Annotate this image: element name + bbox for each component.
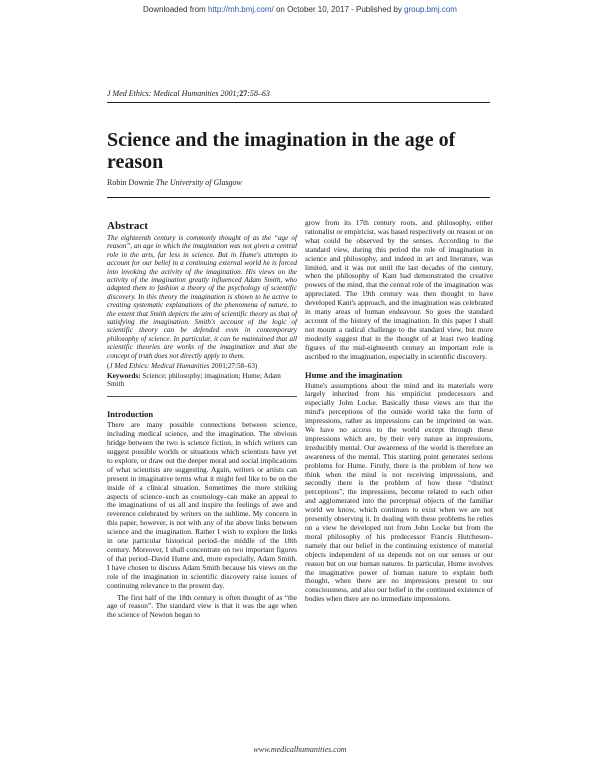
author-name: Robin Downie xyxy=(107,178,154,187)
right-column xyxy=(305,219,493,604)
article-title: Science and the imagination in the age of reason xyxy=(107,129,456,173)
introduction-paragraph-1: There are many possible connections between science, including medical science, and the imagination. The obvious bridge between the two is science fiction, in which writers can suggest possible worlds or situations which scientists have yet to explore, or draw out the deeper moral and social implications of what scientists are suggesting. Again, writers or artists can present in imaginative terms what it might feel like to be on the inside of a clinical situation. Sometimes the more striking aspects of science–such as cosmology–can make an appeal to the imaginations of us all and inspire the feelings of awe and reverence celebrated by writers on the sublime. My concern in this paper, however, is not with any of the above links between science and the imagination. Rather I wish to explore the links in one particular historical period–the middle of the 18th century. Moreover, I shall concentrate on two important figures of that period–David Hume and, more especially, Adam Smith. I have chosen to discuss Adam Smith because his views on the role of the imagination in scientific discovery raise issues of continuing relevance to the present day. xyxy=(107,420,297,590)
download-middle: on October 10, 2017 - Published by xyxy=(273,5,405,14)
author-line xyxy=(107,178,242,187)
introduction-paragraph-2: The first half of the 18th century is often thought of as “the age of reason”. The standard view is that it was the age when the science of Newton began to xyxy=(107,592,297,620)
title-rule xyxy=(107,197,490,198)
publisher-link[interactable]: group.bmj.com xyxy=(404,5,457,14)
download-link[interactable]: http://mh.bmj.com/ xyxy=(207,5,274,14)
abstract-cite-journal: J Med Ethics: Medical Humanities xyxy=(109,362,210,371)
journal-citation xyxy=(107,89,270,98)
download-prefix: Downloaded from xyxy=(143,5,208,14)
abstract-cite-open: ( xyxy=(107,362,110,371)
citation-journal: J Med Ethics: Medical Humanities xyxy=(107,89,219,98)
hume-heading: Hume and the imagination xyxy=(305,369,403,380)
download-notice xyxy=(0,5,600,14)
abstract-text: The eighteenth century is commonly thought of as the “age of reason”, an age in which the imagination was not given a central role in the arts, far less in science. But in Hume's attempts to account for our belief in a continuing external world he is forced into invoking the activity of the imagination. His views on the activity of the imagination greatly influenced Adam Smith, who adapted them to fashion a theory of the psychology of scientific discovery. In this theory the imagination is shown to be active in creating systematic explanations of the phenomena of nature, to the extent that Smith depicts the aim of scientific theory as that of satisfying the imagination. Smith's account of the logic of scientific theory can be defended even in contemporary philosophy of science. In particular, it can be maintained that all scientific theories are works of the imagination and that the concept of truth does not directly apply to them. xyxy=(107,234,297,360)
footer-url[interactable]: www.medicalhumanities.com xyxy=(253,745,347,754)
keywords-label: Keywords: xyxy=(107,371,141,380)
citation-volume: 27 xyxy=(239,89,248,98)
keywords-list: Science; philosophy; imagination; Hume; Adam Smith xyxy=(107,371,281,388)
left-column xyxy=(107,220,297,620)
abstract-cite-rest: 2001;27:58–63) xyxy=(209,362,258,371)
hume-paragraph: Hume's assumptions about the mind and its materials were largely inherited from his empiricist predecessors and especially John Locke. Basically these views are that the mind's perceptions of the outside world take the form of impressions, rather as impressions can be imprinted on wax. We have no access to the world except through these impressions which are, by their very nature as impressions, irreducibly mental. Our awareness of the world is therefore an awareness of the mental. This starting point generates serious problems for Hume. Firstly, there is the problem of how we think when the mind is not receiving impressions, and secondly there is the problem of how these “distinct perceptions”, the impressions, become related to each other and agglomerated into the perceptual objects of the familiar world we know, which continues to exist when we are not presently observing it. In dealing with these problems he relies on a view he developed not from John Locke but from the moral philosophy of his predecessor Francis Hutcheson–namely that our belief in the continuing existence of material objects independent of us depends not on our senses or our reason but on our human natures. In particular, Hume involves the imaginative power of human nature to explain both thought, when there are no impressions present to our consciousness, and also our belief in the continued existence of bodies when there are no immediate impressions. xyxy=(305,380,493,604)
citation-year: 2001; xyxy=(220,89,240,98)
continued-paragraph: grow from its 17th century roots, and philosophy, either rationalist or empiricist, was based respectively on reason or on what could be observed by the senses. According to the standard view, during this period the role of imagination in science and philosophy, and indeed in art and literature, was limited, and it was not until the last decades of the century, when the philosophy of Kant had demonstrated the creative powers of the mind, that the central role of the imagination was appreciated. The 19th century was then thought to have developed Kant's approach, and the imagination was celebrated in many areas of human endeavour. So goes the standard account of the history of the imagination. In this paper I shall not mount a radical challenge to the standard view, but more modestly suggest that in the thought of at least two leading figures of the mid-eighteenth century an important role is ascribed to the imagination, especially in scientific discovery. xyxy=(305,218,493,361)
header-rule xyxy=(107,102,490,103)
introduction-heading: Introduction xyxy=(107,409,154,420)
keywords xyxy=(107,372,297,389)
author-affiliation: The University of Glasgow xyxy=(155,178,242,187)
citation-pages: :58–63 xyxy=(247,89,270,98)
abstract-heading: Abstract xyxy=(107,220,148,232)
abstract-citation xyxy=(107,362,297,370)
abstract-divider xyxy=(107,396,297,397)
